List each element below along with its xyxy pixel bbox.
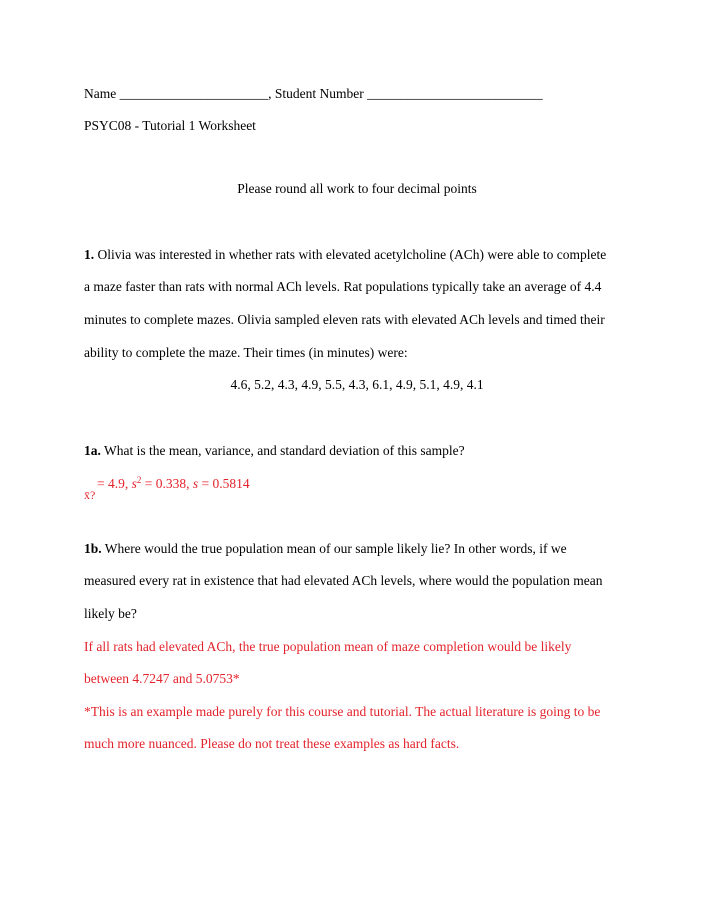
q1-line-3: minutes to complete mazes. Olivia sampled eleven rats with elevated ACh levels and timed their bbox=[84, 312, 605, 327]
q1-number: 1. bbox=[84, 247, 95, 262]
q1a-mean-symbol: x̄? bbox=[84, 488, 96, 502]
q1b-answer-line-1: If all rats had elevated ACh, the true population mean of maze completion would be likely bbox=[84, 639, 572, 654]
q1b-number: 1b. bbox=[84, 541, 102, 556]
q1b-line-2: measured every rat in existence that had elevated ACh levels, where would the population mean bbox=[84, 573, 603, 588]
q1a-mean-value: = 4.9, bbox=[97, 476, 132, 491]
q1-data-values: 4.6, 5.2, 4.3, 4.9, 5.5, 4.3, 6.1, 4.9, 5.1, 4.9, 4.1 bbox=[230, 377, 484, 392]
q1b-line-3: likely be? bbox=[84, 606, 137, 621]
course-title: PSYC08 - Tutorial 1 Worksheet bbox=[84, 118, 256, 133]
q1a-variance-exponent: 2 bbox=[136, 475, 142, 485]
q1b-answer-line-2: between 4.7247 and 5.0753* bbox=[84, 671, 240, 686]
q1a-sd-symbol: s bbox=[192, 476, 199, 491]
q1a-line bbox=[84, 443, 465, 459]
q1b-question-1: Where would the true population mean of our sample likely lie? In other words, if we bbox=[101, 541, 567, 556]
q1b-note-line-2: much more nuanced. Please do not treat these examples as hard facts. bbox=[84, 736, 460, 751]
q1a-question: What is the mean, variance, and standard deviation of this sample? bbox=[100, 443, 465, 458]
q1-line-4: ability to complete the maze. Their times (in minutes) were: bbox=[84, 345, 408, 360]
q1a-variance-symbol: s bbox=[131, 476, 137, 491]
rounding-instruction: Please round all work to four decimal points bbox=[237, 181, 477, 196]
q1b-note-line-1: *This is an example made purely for this course and tutorial. The actual literature is going to be bbox=[84, 704, 601, 719]
q1-text-1: Olivia was interested in whether rats with elevated acetylcholine (ACh) were able to complete bbox=[94, 247, 607, 262]
q1-line-1 bbox=[84, 247, 606, 263]
q1a-sd-value: = 0.5814 bbox=[198, 476, 250, 491]
q1-line-2: a maze faster than rats with normal ACh levels. Rat populations typically take an average of 4.4 bbox=[84, 279, 602, 294]
name-student-number-line: Name ______________________, Student Number __________________________ bbox=[84, 86, 543, 101]
q1a-variance-value: = 0.338, bbox=[141, 476, 193, 491]
q1b-line-1 bbox=[84, 541, 567, 557]
q1a-number: 1a. bbox=[84, 443, 101, 458]
q1a-answer bbox=[97, 476, 250, 492]
